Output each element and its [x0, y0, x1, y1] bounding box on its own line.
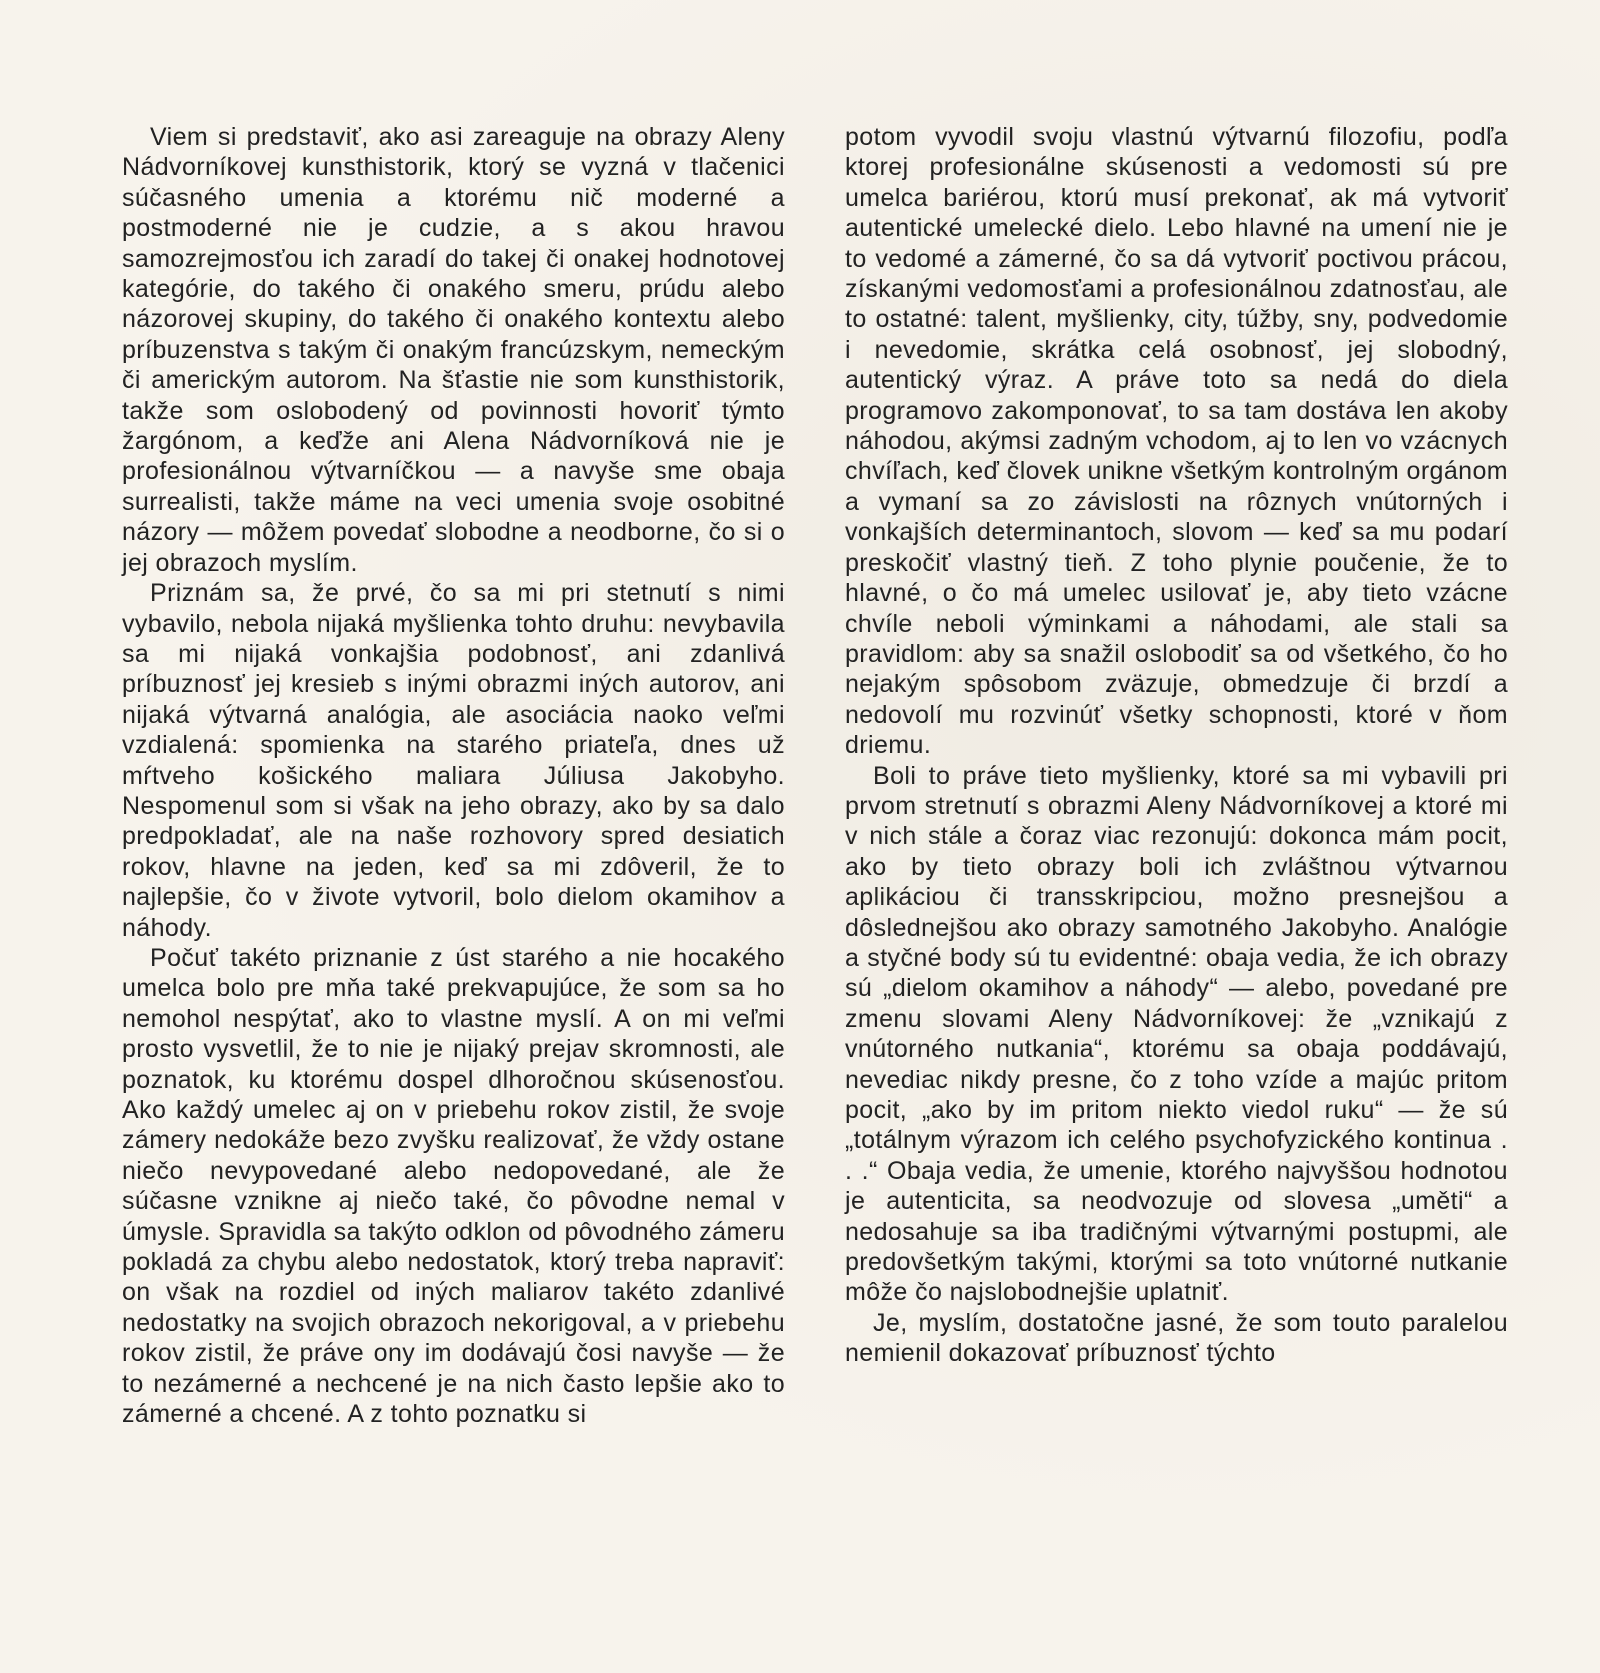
paragraph: Viem si predstaviť, ako asi zareaguje na obrazy Aleny Nádvorníkovej kunsthistorik, ktorý se vyzná v tlačenici súčasného umenia a ktorému nič moderné a postmoderné nie je cudzie, a s akou hravou samozrejmosťou ich zaradí do takej či onakej hodnotovej kategórie, do takého či onakého smeru, prúdu alebo názorovej skupiny, do takého či onakého kontextu alebo príbuzenstva s takým či onakým francúzskym, nemeckým či americkým autorom. Na šťastie nie som kunsthistorik, takže som oslobodený od povinnosti hovoriť týmto žargónom, a keďže ani Alena Nádvorníková nie je profesionálnou výtvarníčkou — a navyše sme obaja surrealisti, takže máme na veci umenia svoje osobitné názory — môžem povedať slobodne a neodborne, čo si o jej obrazoch myslím. — [122, 123, 785, 577]
paragraph-continuation: potom vyvodil svoju vlastnú výtvarnú filozofiu, podľa ktorej profesionálne skúsenosti a vedomosti sú pre umelca bariérou, ktorú musí prekonať, ak má vytvoriť autentické umelecké dielo. Lebo hlavné na umení nie je to vedomé a zámerné, čo sa dá vytvoriť poctivou prácou, získanými vedomosťami a profesionálnou zdatnosťau, ale to ostatné: talent, myšlienky, city, túžby, sny, podvedomie i nevedomie, skrátka celá osobnosť, jej slobodný, autentický výraz. A práve toto sa nedá do diela programovo zakomponovať, to sa tam dostáva len akoby náhodou, akýmsi zadným vchodom, aj to len vo vzácnych chvíľach, keď človek unikne všetkým kontrolným orgánom a vymaní sa zo závislosti na rôznych vnútorných i vonkajších determinantoch, slovom — keď sa mu podarí preskočiť vlastný tieň. Z toho plynie poučenie, že to hlavné, o čo má umelec usilovať je, aby tieto vzácne chvíle neboli výminkami a náhodami, ale stali sa pravidlom: aby sa snažil oslobodiť sa od všetkého, čo ho nejakým spôsobom zväzuje, obmedzuje či brzdí a nedovolí mu rozvinúť všetky schopnosti, ktoré v ňom driemu. — [845, 123, 1508, 760]
right-text-column — [845, 122, 1508, 1369]
left-text-column — [122, 122, 785, 1429]
paragraph: Je, myslím, dostatočne jasné, že som touto paralelou nemienil dokazovať príbuznosť týchto — [845, 1308, 1508, 1368]
paragraph: Boli to práve tieto myšlienky, ktoré sa mi vybavili pri prvom stretnutí s obrazmi Aleny Nádvorníkovej a ktoré mi v nich stále a čoraz viac rezonujú: dokonca mám pocit, ako by tieto obrazy boli ich zvláštnou výtvarnou aplikáciou či transskripciou, možno presnejšou a dôslednejšou ako obrazy samotného Jakobyho. Analógie a styčné body sú tu evidentné: obaja vedia, že ich obrazy sú „dielom okamihov a náhody“ — alebo, povedané pre zmenu slovami Aleny Nádvorníkovej: že „vznikajú z vnútorného nutkania“, ktorému sa obaja poddávajú, nevediac nikdy presne, čo z toho vzíde a majúc pritom pocit, „ako by im pritom niekto viedol ruku“ — že sú „totálnym výrazom ich celého psychofyzického kontinua . . .“ Obaja vedia, že umenie, ktorého najvyššou hodnotou je autenticita, sa neodvozuje od slovesa „uměti“ a nedosahuje sa iba tradičnými výtvarnými postupmi, ale predovšetkým takými, ktorými sa toto vnútorné nutkanie môže čo najslobodnejšie uplatniť. — [845, 761, 1508, 1307]
paragraph: Priznám sa, že prvé, čo sa mi pri stetnutí s nimi vybavilo, nebola nijaká myšlienka tohto druhu: nevybavila sa mi nijaká vonkajšia podobnosť, ani zdanlivá príbuznosť jej kresieb s inými obrazmi iných autorov, ani nijaká výtvarná analógia, ale asociácia naoko veľmi vzdialená: spomienka na starého priateľa, dnes už mŕtveho košického maliara Júliusa Jakobyho. Nespomenul som si však na jeho obrazy, ako by sa dalo predpokladať, ale na naše rozhovory spred desiatich rokov, hlavne na jeden, keď sa mi zdôveril, že to najlepšie, čo v živote vytvoril, bolo dielom okamihov a náhody. — [122, 579, 785, 942]
paragraph: Počuť takéto priznanie z úst starého a nie hocakého umelca bolo pre mňa také prekvapujúce, že som sa ho nemohol nespýtať, ako to vlastne myslí. A on mi veľmi prosto vysvetlil, že to nie je nijaký prejav skromnosti, ale poznatok, ku ktorému dospel dlhoročnou skúsenosťou. Ako každý umelec aj on v priebehu rokov zistil, že svoje zámery nedokáže bezo zvyšku realizovať, že vždy ostane niečo nevypovedané alebo nedopovedané, ale že súčasne vznikne aj niečo také, čo pôvodne nemal v úmysle. Spravidla sa takýto odklon od pôvodného zámeru pokladá za chybu alebo nedostatok, ktorý treba napraviť: on však na rozdiel od iných maliarov takéto zdanlivé nedostatky na svojich obrazoch nekorigoval, a v priebehu rokov zistil, že práve ony im dodávajú čosi navyše — že to nezámerné a nechcené je na nich často lepšie ako to zámerné a chcené. A z tohto poznatku si — [122, 943, 785, 1429]
